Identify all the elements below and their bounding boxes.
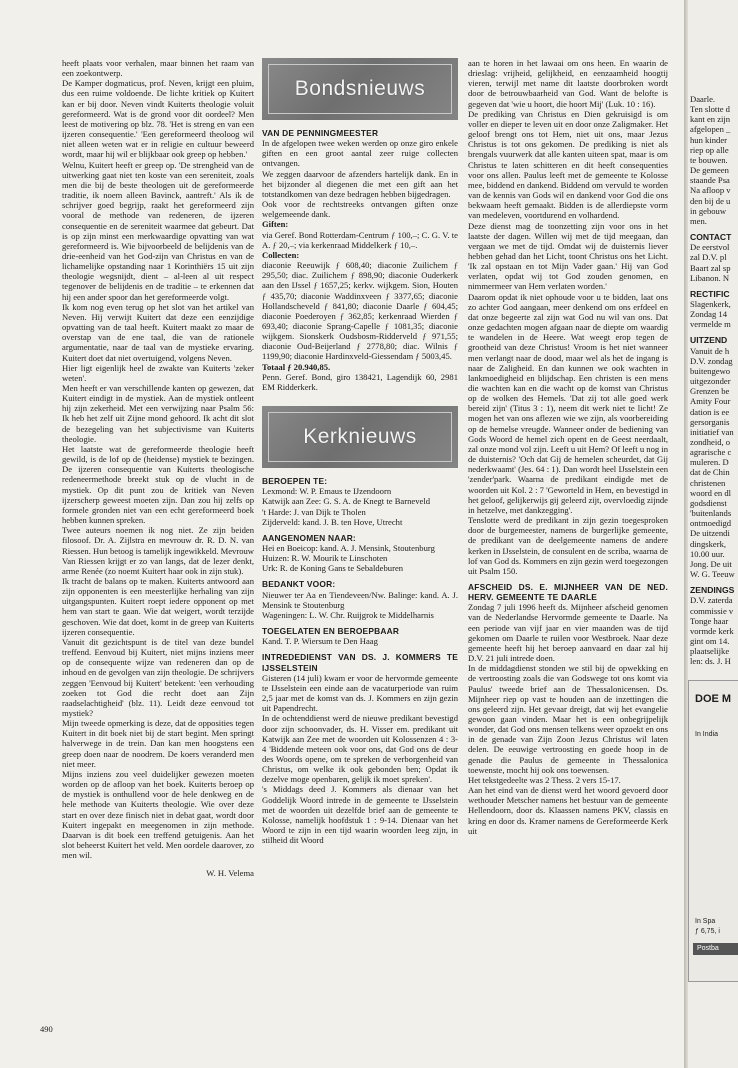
paragraph: Deze dienst mag de toonzetting zijn voor ons in het laatste der dagen. Willen wij met de tijd meegaan, dan vergaan we met de tijd. Omdat wij de duisternis liever hebben gehad dan het Licht, toont Christus ons het Licht. 'Ik zal opstaan en tot Mijn Vader gaan.' Hij van God verlaten, opdat wij tot God zouden genomen, en nimmermeer van Hem verlaten worden.' [468, 220, 668, 292]
paragraph: In de middagdienst stonden we stil bij de opwekking en de vertroosting zoals die van Godswege tot ons komt via Paulus' tweede brief aan de Thessalonicensen. Ds. Mijnheer riep op vast te houden aan de inzettingen die ons geleerd zijn. Het gevaar dreigt, dat wij het evangelie gewoon gaan vinden. Maar het is een onbegrijpelijk wonder, dat God ons mensen telkens weer opzoekt en ons in de genade van Zijn Zoon Jezus Christus wil laten delen. De eeuwige vertroosting en goede hoop in de genade die Paulus de gemeente in Thessalonica toewenste, mocht hij ook ons toewensen. [468, 663, 668, 775]
text-line: men. [690, 215, 707, 226]
text-line: 'buitenlands [690, 508, 732, 519]
list-item: Katwijk aan Zee: G. S. A. de Knegt te Barneveld [262, 496, 431, 507]
section-heading: TOEGELATEN EN BEROEPBAAR [262, 626, 400, 637]
text-line: muleren. D [690, 457, 729, 468]
paragraph: In de ochtenddienst werd de nieuwe predikant bevestigd door zijn schoonvader, ds. H. Visser em. predikant uit Katwijk aan Zee met de woorden uit Kolossenzen 4 : 3-4 'Biddende meteen ook voor ons, dat God ons de deur des Woords opene, om te spreken de verborgenheid van Christus, om welke ik ook gebonden ben; Opdat ik dezelve moge openbaren, gelijk ik moet spreken'. [262, 713, 458, 785]
kerknieuws-banner [262, 406, 458, 468]
col1-paragraph: Men heeft er van verschillende kanten op gewezen, dat Kuitert eindigt in de mystiek. Aan de mystiek ontleent hij zijn zekerheid. Met een verwijzing naar Psalm 56: Ik heb het zelf uit Zijne mond gehoord. Ik acht dit slot de bezegeling van het subjectivisme van Kuiterts theologie. [62, 383, 254, 444]
list-item: Wageningen: L. W. Chr. Ruijgrok te Middelharnis [262, 609, 434, 620]
subheading: Giften: [262, 219, 289, 230]
text-line: Tonge haar [690, 615, 729, 626]
text-line: Zondag 14 [690, 309, 727, 320]
paragraph: via Geref. Bond Rotterdam-Centrum ƒ 100,–; C. G. V. te A. ƒ 20,–; via kerkenraad Middelkerk ƒ 10,–. [262, 229, 458, 250]
paragraph: Aan het eind van de dienst werd het woord gevoerd door wethouder Metscher namens het bestuur van de gemeente Hellendoorn, door ds. Klaassen namens PKV, classis en kring en door ds. Kramer namens de Gereformeerde Kerk uit [468, 785, 668, 836]
col1-paragraph: Twee auteurs noemen ik nog niet. Ze zijn beiden filosoof. Dr. A. Zijlstra en mevrouw dr. R. D. N. van Riessen. Hun betoog is tamelijk ingewikkeld. Mevrouw Van Riessen krijgt er zo van langs, dat de lezer denkt, arme Renée (zo noemt Kuitert haar ook in zijn stuk). [62, 525, 254, 576]
text-line: D.V. zondag [690, 355, 733, 366]
ad-footer [695, 917, 720, 937]
text-line: godsdienst [690, 497, 727, 508]
text-line: dingskerk, [690, 538, 727, 549]
text-line: hun kinder [690, 134, 727, 145]
section-heading: AANGENOMEN NAAR: [262, 532, 356, 543]
text-line: zal D.V. pl [690, 252, 727, 263]
text-line: initiatief van [690, 426, 734, 437]
ad-footer-line: ƒ 6,75, i [695, 928, 720, 935]
ad-title: DOE M [695, 693, 732, 705]
text-line: W. G. Teeuw [690, 569, 735, 580]
text-line: Amity Four [690, 396, 731, 407]
text-line: afgelopen _ [690, 124, 731, 135]
text-line: Vanuit de h [690, 345, 730, 356]
banner-title: Bondsnieuws [294, 76, 426, 100]
text-line: gint om 14. [690, 635, 730, 646]
section-heading: AFSCHEID DS. E. MIJNHEER VAN DE NED. HERV. GEMEENTE TE DAARLE [468, 581, 668, 603]
text-line: christenen [690, 477, 726, 488]
paragraph: Ook voor de rechtstreeks ontvangen giften onze welgemeende dank. [262, 199, 458, 220]
text-line: vormde kerk [690, 625, 734, 636]
text-line: dation is ee [690, 406, 730, 417]
paragraph: We zeggen daarvoor de afzenders hartelijk dank. En in het bijzonder al diegenen die met een gift aan het totstandkomen van deze bedragen hebben bijgedragen. [262, 168, 458, 199]
column-3 [468, 58, 668, 963]
section-heading: CONTACT [690, 232, 732, 243]
list-item: Zijderveld: kand. J. B. ten Hove, Utrecht [262, 516, 403, 527]
paragraph: diaconie Reeuwijk ƒ 608,40; diaconie Zuilichem ƒ 295,50; diac. Zuilichem ƒ 898,90; diaconie Ouderkerk aan den IJssel ƒ 1657,25; kerkv. wijkgem. Sion, Houten ƒ 435,70; diaconie Waddinxveen ƒ 3377,65; diaconie Hollandscheveld ƒ 841,80; diaconie Daarle ƒ 604,45; diaconie Poederoyen ƒ 362,85; kerkenraad Wierden ƒ 693,40; diaconie Sprang-Capelle ƒ 1081,35; diaconie wijkgem. Sionskerk Oudsbosm-Ridderveld ƒ 971,55; diaconie Oud-Beijerland ƒ 2778,80; diac. Wilnis ƒ 1199,90; diaconie Hardinxveld-Giessendam ƒ 5003,45. [262, 260, 458, 362]
section-heading: BEROEPEN TE: [262, 476, 328, 487]
list-item: 't Harde: J. van Dijk te Tholen [262, 506, 366, 517]
text-line: uitgezonder [690, 376, 731, 387]
list-item: Urk: R. de Koning Gans te Sebaldeburen [262, 563, 404, 574]
text-line: len: ds. J. H [690, 656, 731, 667]
text-line: buitengewo [690, 365, 731, 376]
advertisement-box [688, 680, 738, 982]
paragraph: Penn. Geref. Bond, giro 138421, Lagendijk 60, 2981 EM Ridderkerk. [262, 371, 458, 392]
text-line: De eerstvol [690, 242, 730, 253]
text-line: zondheid, o [690, 437, 731, 447]
text-line: commissie v [690, 605, 734, 616]
list-item: Huizen: R. W. Mourik te Linschoten [262, 553, 388, 564]
bondsnieuws-banner [262, 58, 458, 120]
col1-paragraph: Hier ligt eigenlijk heel de zwakte van Kuiterts 'zeker weten'. [62, 362, 254, 383]
paragraph: De prediking van Christus en Dien gekruisigd is om voller en dieper te leven uit en door onze Zaligmaker. Het geloof brengt ons tot Hem, niet uit ons, maar Jezus Christus is tot ons gekomen. De prediking is niet als brengals vuurwerk dat alle kanten uiteen spat, maar is om Christus te laten schitteren en dit heeft consequenties voor ons allen. Paulus leeft met de gemeente te Kolosse mee, biddend en dankend. Biddend om vervuld te worden van de kennis van Gods wil en dankend voor God die ons bekwaam heeft gemaakt. Bidden is de allerdiepste vorm van medeleven, voortdurend en volhardend. [468, 108, 668, 221]
col1-paragraph: Ik tracht de balans op te maken. Kuiterts antwoord aan zijn opponenten is een meesterlijke herhaling van zijn uitgangspunten. Kuitert roept iedere opponent op met hem van start te gaan. Wie dat weigert, wordt terzijde geschoven. Wie dat doet, komt in de greep van Kuiterts ijzeren consequentie. [62, 575, 254, 637]
list-item: Lexmond: W. P. Emaus te IJzendoorn [262, 486, 392, 497]
col1-paragraph: heeft plaats voor verhalen, maar binnen het raam van een zoekontwerp. [62, 58, 254, 79]
section-heading: UITZEND [690, 335, 728, 346]
col1-paragraph: Welnu, Kuitert heeft er greep op. 'De strengheid van de uitwerking gaat niet ten koste van een sereniteit, zoals men die bij de beste theologen uit de gereformeerde traditie, ik noem alleen Bavinck, aantreft.' Als ik de schrijver goed begrijp, raakt het gereformeerd zijn vooral de methode van redeneren, de ijzeren consequentie en de sereniteit waarmee dat gebeurt. Dat is op zijn minst een merkwaardige opvatting van wat gereformeerd is. Wie bijvoorbeeld de belijdenis van de drie-eenheid van het God-zijn van Christus en van de lichamelijke opstanding naar 1 Korinthiërs 15 uit zijn theologie wegsnijdt, dient – al-leen al uit respect tegenover de belijdenis en de traditie – te erkennen dat hij een ander spoor dan het gereformeerde volgt. [62, 159, 254, 302]
text-line: kant en zijn [690, 114, 731, 125]
text-line: staande Psa [690, 175, 730, 186]
text-line: agrarische c [690, 447, 732, 458]
paragraph: Daarom opdat ik niet ophoude voor u te bidden, laat ons zo achter God aangaan, meer denkend om ons erfdeel en dat onze begeerte zal zijn wat God nu wil van ons. Dat onze gedachten mogen afgaan naar de diepte om waardig te wandelen in de Heere. Wat weegt erop tegen de grootheid van deze Christus! Vroom is het niet wanneer men verlangt naar de dood, maar wel als het de ingang is naar de Zaligheid. En dan kunnen we ook wachten in lankmoedigheid en blijdschap. Een christen is een mens die wachten kan en die wacht op de komst van Christus op de wolken des Hemels. 'Dat zij tot alle goed werk bereid zijn' (Titus 3 : 1), neem dit werk niet te licht! Ze mogen het van ons aflezen wie we zijn, als voorbereiding op de hemelse vreugde. Wanneer onder de bediening van Gods Woord de hemel zich opent en de Geest neerdaalt, zal onze mond vol zijn. Leeft u uit Hem? Of leeft u nog in de duisternis? 'Och dat Gij de hemelen scheurdet, dat Gij nederkwaamt' (Jes. 64 : 1). Dan wordt heel IJsselstein een 'zender'park. Waarna de predikant eindigde met de woorden uit Kol. 2 : 7 'Geworteld in Hem, en bevestigd in het geloof, gelijkerwijs gij geleerd zijt, overvloedig zijnde in hetzelve, met dankzegging'. [468, 291, 668, 515]
list-item: Nieuwer ter Aa en Tiendeveen/Nw. Balinge: kand. A. J. Mensink te Stoutenburg [262, 589, 458, 610]
next-page-text [690, 94, 738, 666]
ad-text: In India [695, 731, 718, 738]
total-amount: Totaal ƒ 20.940,85. [262, 361, 331, 372]
text-line: D.V. zaterda [690, 595, 733, 606]
column-1 [62, 58, 254, 963]
text-line: Baart zal sp [690, 262, 731, 273]
col1-paragraph: Mijn tweede opmerking is deze, dat de opposities tegen Kuitert in dit boek niet bij de start begint. Men springt halverwege in de trein. Dan kan men hoogstens een greep doen naar de noodrem. De koers veranderd men niet meer. [62, 718, 254, 769]
text-line: Na afloop v [690, 185, 731, 196]
text-line: den bij de u [690, 195, 731, 206]
paragraph: Het tekstgedeelte was 2 Thess. 2 vers 15-17. [468, 774, 621, 785]
text-line: Grenzen be [690, 386, 730, 397]
text-line: riep op alle [690, 144, 729, 155]
column-2 [262, 58, 458, 963]
text-line: gersorganis [690, 416, 730, 427]
text-line: dat de Chin [690, 467, 730, 478]
text-line: plaatselijke [690, 646, 730, 657]
list-item: Kand. T. P. Wiersum te Den Haag [262, 636, 378, 647]
text-line: Jong. De uit [690, 558, 732, 569]
paragraph: 's Middags deed J. Kommers als dienaar van het Goddelijk Woord intrede in de gemeente te IJsselstein met de woorden uit dezelfde brief aan de gemeente te Kolosse, namelijk hoofdstuk 1 : 9-14. Dienaar van het Woord te zijn in een tijd waarin woorden leeg zijn, in stilheid dit Woord [262, 784, 458, 846]
section-heading: RECTIFIC [690, 288, 730, 299]
section-heading: ZENDINGS [690, 585, 735, 596]
text-line: woord en dl [690, 487, 732, 498]
col1-paragraph: Het laatste wat de gereformeerde theologie heeft gewild, is de lof op de (heidense) mystiek te bezingen. De ijzeren consequentie van Kuiterts theologische redeneermethode breekt stuk op de vlucht in de mystiek. Op dit punt zou de kritiek van Neven ijzerscherp geweest moeten zijn. Dan zou hij zelfs op formele gronden niet van een echt gereformeerd boek hebben kunnen spreken. [62, 443, 254, 526]
text-line: Ten slotte d [690, 104, 730, 115]
next-page-fragment [688, 0, 738, 1068]
ad-footer-line: In Spa [695, 918, 716, 925]
paragraph: aan te horen in het lawaai om ons heen. En waarin de drieslag: vrijheid, gelijkheid, en eenzaamheid hoogtij vieren, terwijl met name dit laatste doorbroken wordt door de betrouwbaarheid van God. Want de belofte is gegeven dat 'wie u hoort, die hoort Mij' (Luk. 10 : 16). [468, 58, 668, 109]
paragraph: Gisteren (14 juli) kwam er voor de hervormde gemeente te IJsselstein een einde aan de vacaturperiode van ruim 2,5 jaar met de komst van ds. J. Kommers en zijn gezin uit Papendrecht. [262, 672, 458, 714]
text-line: Slagenkerk, [690, 298, 731, 309]
ad-postbank-label: Postba [693, 943, 738, 955]
col1-paragraph: Ik kom nog even terug op het slot van het artikel van Neven. Hij verwijt Kuitert dat deze een eenzijdige opvatting van de taal heeft. Kuitert maakt zo maar de overstap van de ene taal, die van de rationele argumentatie, naar de taal van de mystieke ervaring. Kuitert doet dat niet overtuigend, volgens Neven. [62, 301, 254, 363]
paragraph: Zondag 7 juli 1996 heeft ds. Mijnheer afscheid genomen van de Nederlandse Hervormde gemeente te Daarle. Na een periode van vijf jaar en vier maanden was de tijd gekomen om Daarle te ruilen voor Westbroek. Naar deze gemeente heeft hij het beroep aanvaard en daar zal hij D.V. 21 juli intrede doen. [468, 602, 668, 664]
text-line: vermelde m [690, 319, 731, 330]
section-heading: INTREDEDIENST VAN DS. J. KOMMERS TE IJSSELSTEIN [262, 652, 458, 673]
paragraph: Tenslotte werd de predikant in zijn gezin toegesproken door de burgemeester, namens de burgerlijke gemeente, de predikant van de deelgemeente namens de andere kerken in IJsselstein, de consulent en de scriba, waarna de lof van God ds. Kommers en zijn gezin werd toegezongen uit Psalm 150. [468, 515, 668, 576]
subheading: Collecten: [262, 249, 300, 260]
text-line: De gemeen [690, 165, 729, 176]
text-line: Daarle. [690, 94, 716, 104]
section-heading: BEDANKT VOOR: [262, 579, 336, 590]
text-line: te bouwen. [690, 154, 728, 165]
col1-paragraph: Vanuit dit gezichtspunt is de titel van deze bundel treffend. Eenvoud bij Kuitert, niet mijns inziens meer op de consequente wijze van redeneren dan op de inhoud en de gevolgen van zijn theologie. De schrijvers zeggen 'Eenvoud bij Kuitert' betekent: 'een verhouding zoeken tot God die recht doet aan Zijn raadselachtigheid' (blz. 11). Leidt deze eenvoud tot mystiek? [62, 636, 254, 718]
text-line: ontmoedigd [690, 518, 732, 529]
col1-paragraph: Mijns inziens zou veel duidelijker gewezen moeten worden op de afloop van het boek. Kuiterts beroep op de mystiek is onthullend voor de hele denkweg en de hele methode van Kuiterts theologie. Wie over deze start en over deze finisch niet in debat gaat, wordt door Kuitert ingepakt en meegenomen in zijn methode. Daarvan is dit boek een treffend getuigenis. Aan het slot beheerst Kuitert het veld. Men oordele daarover, zo men wil. [62, 768, 254, 861]
col1-paragraph: De Kamper dogmaticus, prof. Neven, krijgt een pluim, dus een ruime voldoende. De lichte kritiek op Kuitert kan er bij door. Neven vindt Kuiterts theologie voluit gereformeerd. Wat is de grond voor dit oordeel? Men leest de motivering op blz. 78. 'Het is streng en van een ijzeren consequentie.' 'Een gereformeerd theoloog wil niet alleen weten wat er in religie en cultuur beweerd wordt, maar hij wil er blijkbaar ook greep op hebben.' [62, 78, 254, 160]
paragraph: In de afgelopen twee weken werden op onze giro enkele giften en een groot aantal zeer ruige collecten ontvangen. [262, 138, 458, 169]
text-line: Libanon. N [690, 272, 730, 283]
text-line: De uitzendi [690, 528, 730, 539]
section-heading: VAN DE PENNINGMEESTER [262, 128, 379, 138]
page-number: 490 [40, 1024, 53, 1034]
author-signature: W. H. Velema [206, 868, 254, 879]
text-line: 10.00 uur. [690, 548, 725, 559]
banner-title: Kerknieuws [303, 424, 417, 448]
text-line: in gebouw [690, 205, 727, 216]
list-item: Hei en Boeicop: kand. A. J. Mensink, Stoutenburg [262, 543, 435, 553]
